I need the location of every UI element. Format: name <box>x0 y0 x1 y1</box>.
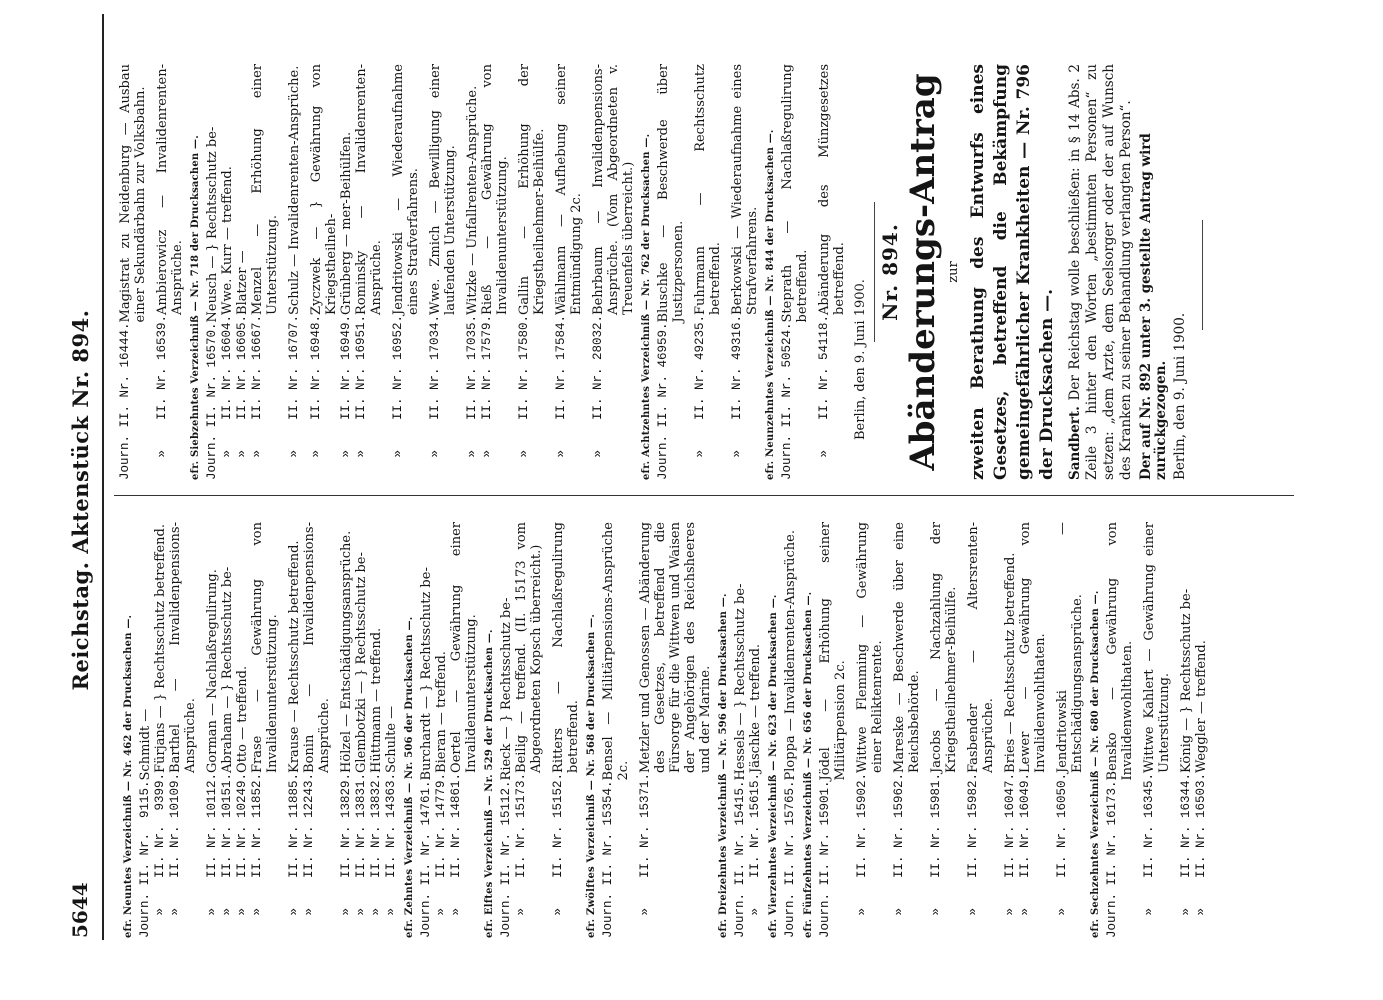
journal-ref: » II. Nr. 13832. <box>369 772 383 938</box>
journal-ref: » II. Nr. 16707. <box>287 314 301 480</box>
journal-ref: » II. Nr. 17034. <box>428 314 442 480</box>
list-item <box>434 522 449 938</box>
list-item <box>205 64 220 480</box>
motion-author: Sandbert. <box>1067 406 1083 480</box>
motion-subject: zweiten Berathung des Entwurfs eines Gesetzes, betreffend die Bekämpfung gemeingefährlicher Krankheiten — Nr. 796 der Drucksachen —. <box>968 64 1057 480</box>
journal-ref: Journ. II. Nr. 14761. <box>419 780 433 938</box>
list-item <box>748 522 763 938</box>
list-item <box>384 522 399 938</box>
list-item <box>601 522 631 938</box>
list-item <box>480 64 510 480</box>
petition-text: Zyczwek — } Gewährung von Kriegstheilneh- <box>309 64 339 315</box>
document-page <box>60 0 1305 1000</box>
petition-text: Blatzer — <box>235 250 250 315</box>
petition-text: Schmidt — <box>138 708 153 781</box>
petition-text: Jendritowski — Wiederaufnahme eines Strafverfahrens. <box>391 64 421 315</box>
journal-ref: » II. Nr. 16539. <box>155 314 169 480</box>
petition-text: Magistrat zu Neidenburg — Ausbau einer Sekundärbahn zur Volksbahn. <box>118 64 148 323</box>
left-column <box>118 522 1293 938</box>
journal-ref: » II. Nr. 15902. <box>855 772 869 938</box>
journal-ref: » II. Nr. 17584. <box>554 314 568 480</box>
petition-text: Witzke — Unfallrenten-Ansprüche. <box>465 85 480 315</box>
journal-ref: » II. Nr. 16951. <box>354 314 368 480</box>
list-item <box>591 64 636 480</box>
list-item <box>1003 522 1018 938</box>
journal-ref: » II. Nr. 15962. <box>892 772 906 938</box>
list-item <box>783 522 798 938</box>
section-heading: efr. Dreizehntes Verzeichniß — Nr. 596 der Drucksachen —. <box>718 593 729 938</box>
journal-ref: » II. Nr. 49316. <box>730 314 744 480</box>
journal-ref: Journ. II. Nr. 15765. <box>783 780 797 938</box>
petition-text: Ritters — Nachlaßregulirung betreffend. <box>551 522 581 773</box>
journal-ref: Journ. II. Nr. 16173. <box>1105 780 1119 938</box>
journal-ref: Journ. II. Nr. 9115. <box>138 780 152 938</box>
list-item <box>369 522 384 938</box>
list-item <box>1105 522 1135 938</box>
list-item <box>220 64 235 480</box>
petition-text: Hölzel — Entschädigungsansprüche. <box>339 530 354 773</box>
petition-text: Hüttmann — treffend. <box>369 627 384 773</box>
list-item <box>638 522 713 938</box>
section-heading: efr. Zehntes Verzeichniß — Nr. 506 der Drucksachen —. <box>404 616 415 938</box>
petition-text: Neusch — } Rechtsschutz be- <box>205 126 220 323</box>
list-item <box>514 522 544 938</box>
petition-text: Jäschke — treffend. <box>748 643 763 773</box>
list-item <box>1179 522 1194 938</box>
list-item <box>554 64 584 480</box>
petition-text: Bries — Rechtsschutz betreffend. <box>1003 552 1018 773</box>
journal-ref: Journ. II. Nr. 16444. <box>118 322 132 480</box>
journal-ref: » II. Nr. 16604. <box>220 314 234 480</box>
petition-text: Gallin — Erhöhung der Kriegstheilnehmer-Beihülfe. <box>517 64 547 315</box>
petition-text: Ambierowicz — Invalidenrenten-Ansprüche. <box>155 64 185 315</box>
journal-ref: » II. Nr. 28032. <box>591 314 605 480</box>
section-heading: efr. Zwölftes Verzeichniß — Nr. 568 der Drucksachen —. <box>586 613 597 938</box>
journal-ref: » II. Nr. 14861. <box>449 772 463 938</box>
petition-text: Krause — Rechtsschutz betreffend. <box>287 540 302 773</box>
list-item <box>730 64 760 480</box>
petition-text: Rieß — Gewährung von Invalidenunterstützung. <box>480 64 510 315</box>
petition-text: Fürjans — } Rechtsschutz betreffend. <box>153 524 168 773</box>
journal-ref: Journ. II. Nr. 15415. <box>733 780 747 938</box>
list-item <box>966 522 996 938</box>
journal-ref: » II. Nr. 10109. <box>168 772 182 938</box>
journal-ref: Journ. II. Nr. 15901. <box>818 780 832 938</box>
list-item <box>1018 522 1048 938</box>
journal-ref: » II. Nr. 10249. <box>235 772 249 938</box>
petition-text: Schulz — Invalidenrenten-Ansprüche. <box>287 65 302 315</box>
list-item <box>302 522 332 938</box>
journal-ref: » II. Nr. 16948. <box>309 314 323 480</box>
journal-ref: » II. Nr. 16949. <box>339 314 353 480</box>
motion-title: Abänderungs-Antrag <box>903 73 943 471</box>
motion-text-1: Der Reichstag wolle beschließen: <box>1067 167 1083 401</box>
petition-text: Fuhrmann — Rechtsschutz betreffend. <box>693 64 723 315</box>
petition-text: Bonin — Invalidenpensions-Ansprüche. <box>302 522 332 773</box>
list-item <box>118 64 148 480</box>
petition-text: Metzler und Genossen — Abänderung des Gesetzes, betreffend die Fürsorge für die Wittwen und Waisen der Angehörigen des Reichsheeres und der Marine. <box>638 522 713 773</box>
journal-ref: » II. Nr. 15152. <box>551 772 565 938</box>
petition-text: Behrbaum — Invalidenpensions-Ansprüche. (Vom Abgeordneten v. Treuenfels überreicht.) <box>591 64 636 315</box>
list-item <box>205 522 220 938</box>
list-item <box>354 522 369 938</box>
list-item <box>250 64 280 480</box>
list-item <box>817 64 847 480</box>
journal-ref: » II. Nr. 10112. <box>205 772 219 938</box>
petition-text: Wwe. Zmich — Bewilligung einer laufenden Unterstützung. <box>428 64 458 315</box>
section-heading: efr. Neuntes Verzeichniß — Nr. 462 der Drucksachen —. <box>123 614 134 938</box>
petition-text: Abänderung des Münzgesetzes betreffend. <box>817 64 847 315</box>
list-item <box>656 64 686 480</box>
journal-ref: » II. Nr. 11852. <box>250 772 264 938</box>
petition-text: Oertel — Gewährung einer Invalidenunterstützung. <box>449 522 479 773</box>
motion-date: Berlin, den 9. Juni 1900. <box>1172 312 1188 480</box>
petition-text: Schulte — <box>384 705 399 773</box>
list-item <box>309 64 339 480</box>
list-item <box>1055 522 1085 938</box>
journal-ref: » II. Nr. 10151. <box>220 772 234 938</box>
petition-text: Bluschke — Beschwerde über Justizpersonen. <box>656 64 686 323</box>
petition-text: Lewer — Gewährung von Invalidenwohlthaten. <box>1018 522 1048 773</box>
petition-text: Barthel — Invalidenpensions-Ansprüche. <box>168 522 198 773</box>
section-heading: efr. Sechzehntes Verzeichniß — Nr. 680 der Drucksachen —. <box>1090 590 1101 938</box>
list-item <box>465 64 480 480</box>
list-item <box>517 64 547 480</box>
list-item <box>250 522 280 938</box>
list-item <box>153 522 168 938</box>
petition-text: Burchardt — } Rechtsschutz be- <box>419 567 434 781</box>
list-item <box>235 522 250 938</box>
journal-ref: » II. Nr. 17580. <box>517 314 531 480</box>
petition-text: Weggler — treffend. <box>1194 640 1209 773</box>
list-item <box>138 522 153 938</box>
column-divider <box>114 495 1294 496</box>
petition-text: Hessels — } Rechtsschutz be- <box>733 583 748 781</box>
journal-ref: » II. Nr. 49235. <box>693 314 707 480</box>
motion-zur: zur <box>946 261 961 283</box>
section-rule <box>874 202 875 342</box>
petition-text: Wittwe Flemming — Gewährung einer Reliktenrente. <box>855 522 885 773</box>
list-item <box>391 64 421 480</box>
petition-text: Rieck — } Rechtsschutz be- <box>499 597 514 781</box>
journal-ref: » II. Nr. 16605. <box>235 314 249 480</box>
petition-text: Ploppa — Invalidenrenten-Ansprüche. <box>783 529 798 781</box>
journal-ref: » II. Nr. 16345. <box>1142 772 1156 938</box>
list-date: Berlin, den 9. Juni 1900. <box>853 279 868 440</box>
journal-ref: Journ. II. Nr. 16570. <box>205 322 219 480</box>
petition-text: Beilig — treffend. (II. 15173 vom Abgeordneten Kopsch überreicht.) <box>514 522 544 773</box>
section-heading: efr. Fünfzehntes Verzeichniß — Nr. 656 der Drucksachen —. <box>803 591 814 938</box>
list-item <box>855 522 885 938</box>
list-item <box>499 522 514 938</box>
journal-ref: » II. Nr. 12243. <box>302 772 316 938</box>
list-item <box>818 522 848 938</box>
petition-text: Berkowski — Wiederaufnahme eines Strafverfahrens. <box>730 64 760 315</box>
journal-ref: » II. Nr. 16344. <box>1179 772 1193 938</box>
petition-text: Grünberg — mer-Beihülfen. <box>339 131 354 315</box>
list-item <box>168 522 198 938</box>
journal-ref: » II. Nr. 15615. <box>748 772 762 938</box>
journal-ref: Journ. II. Nr. 46959. <box>656 322 670 480</box>
journal-ref: » II. Nr. 14363. <box>384 772 398 938</box>
list-item <box>155 64 185 480</box>
petition-text: Fasbender — Altersrenten-Ansprüche. <box>966 522 996 773</box>
journal-ref: » II. Nr. 54118. <box>817 314 831 480</box>
petition-text: Wwe. Kurr — treffend. <box>220 166 235 315</box>
list-item <box>419 522 434 938</box>
petition-text: Bensko — Gewährung von Invalidenwohlthaten. <box>1105 522 1135 781</box>
petition-text: Wählmann — Aufhebung seiner Entmündigung 2c. <box>554 64 584 315</box>
motion-text <box>1067 64 1135 480</box>
journal-ref: » II. Nr. 13831. <box>354 772 368 938</box>
list-item <box>892 522 922 938</box>
section-heading: efr. Vierzehntes Verzeichniß — Nr. 623 der Drucksachen —. <box>768 594 779 938</box>
journal-ref: » II. Nr. 16667. <box>250 314 264 480</box>
list-item <box>551 522 581 938</box>
petition-text: Frase — Gewährung von Invalidenunterstützung. <box>250 522 280 773</box>
journal-ref: Journ. II. Nr. 50524. <box>780 322 794 480</box>
journal-ref: » II. Nr. 17035. <box>465 314 479 480</box>
petition-text: Bensel — Militärpensions-Ansprüche 2c. <box>601 522 631 781</box>
petition-text: Rominsky — Invalidenrenten-Ansprüche. <box>354 64 384 315</box>
list-item <box>287 64 302 480</box>
petition-text: Glembotzki — } Rechtsschutz be- <box>354 552 369 773</box>
petition-text: Bieran — treffend. <box>434 651 449 773</box>
petition-text: Otto — treffend. <box>235 665 250 773</box>
petition-text: Jendritowski — Entschädigungsansprüche. <box>1055 522 1085 773</box>
section-heading: efr. Achtzehntes Verzeichniß — Nr. 762 der Drucksachen —. <box>641 133 652 480</box>
journal-ref: » II. Nr. 15981. <box>929 772 943 938</box>
journal-ref: » II. Nr. 16952. <box>391 314 405 480</box>
journal-ref: » II. Nr. 11885. <box>287 772 301 938</box>
petition-text: Abraham — } Rechtsschutz be- <box>220 566 235 773</box>
journal-ref: » II. Nr. 9399. <box>153 772 167 938</box>
right-column <box>118 64 1293 480</box>
list-item <box>354 64 384 480</box>
list-item <box>1142 522 1172 938</box>
list-item <box>428 64 458 480</box>
petition-text: Menzel — Erhöhung einer Unterstützung. <box>250 64 280 315</box>
journal-ref: » II. Nr. 13829. <box>339 772 353 938</box>
journal-ref: » II. Nr. 16050. <box>1055 772 1069 938</box>
journal-ref: » II. Nr. 15371. <box>638 772 652 938</box>
petition-text: Mareske — Beschwerde über eine Reichsbehörde. <box>892 522 922 773</box>
list-item <box>693 64 723 480</box>
journal-ref: » II. Nr. 17579. <box>480 314 494 480</box>
section-heading: efr. Neunzehntes Verzeichniß — Nr. 844 der Drucksachen —. <box>765 129 776 480</box>
petition-text: Wittwe Kahlert — Gewährung einer Unterstützung. <box>1142 522 1172 773</box>
motion-withdrawn: Der auf Nr. 892 unter 3. gestellte Antrag wird zurückgezogen. <box>1138 133 1169 480</box>
journal-ref: » II. Nr. 16049. <box>1018 772 1032 938</box>
section-heading: efr. Siebzehntes Verzeichniß — Nr. 718 der Drucksachen —. <box>190 135 201 480</box>
journal-ref: Journ. II. Nr. 15354. <box>601 780 615 938</box>
list-item <box>929 522 959 938</box>
page-title: Reichstag. Aktenstück Nr. 894. <box>68 309 93 691</box>
header-rule <box>102 14 104 940</box>
journal-ref: Journ. II. Nr. 15112. <box>499 780 513 938</box>
motion-text-3: „dem Arzte, dem Seelsorger oder der auf Wunsch des Kranken zu seiner Behandlung verlangten Person“. <box>1101 64 1134 480</box>
right-column-list <box>118 64 847 480</box>
journal-ref: » II. Nr. 14779. <box>434 772 448 938</box>
petition-text: Steprath — Nachlaßregulirung betreffend. <box>780 64 810 323</box>
list-item <box>1194 522 1209 938</box>
page-number: 5644 <box>68 882 92 938</box>
journal-ref: » II. Nr. 15982. <box>966 772 980 938</box>
page-header <box>60 0 100 1000</box>
end-rule <box>1202 220 1203 330</box>
petition-text: Jödel — Erhöhung seiner Militärpension 2c. <box>818 522 848 781</box>
list-item <box>780 64 810 480</box>
petition-text: Jacobs — Nachzahlung der Kriegstheilnehmer-Beihülfe. <box>929 522 959 773</box>
journal-ref: » II. Nr. 15173. <box>514 772 528 938</box>
list-item <box>449 522 479 938</box>
motion-number: Nr. 894. <box>878 223 902 321</box>
list-item <box>287 522 302 938</box>
section-heading: efr. Elftes Verzeichniß — Nr. 529 der Drucksachen —. <box>484 629 495 938</box>
motion-text-2: in § 14 Abs. 2 Zeile 3 hinter den Worten „bestimmten Personen“ zu setzen: <box>1067 64 1117 480</box>
journal-ref: » II. Nr. 16503. <box>1194 772 1208 938</box>
list-item <box>220 522 235 938</box>
list-item <box>733 522 748 938</box>
journal-ref: » II. Nr. 16047. <box>1003 772 1017 938</box>
list-item <box>339 522 354 938</box>
list-item <box>339 64 354 480</box>
petition-text: Gorman — Nachlaßregulirung. <box>205 569 220 773</box>
list-item <box>235 64 250 480</box>
petition-text: König — } Rechtsschutz be- <box>1179 588 1194 773</box>
